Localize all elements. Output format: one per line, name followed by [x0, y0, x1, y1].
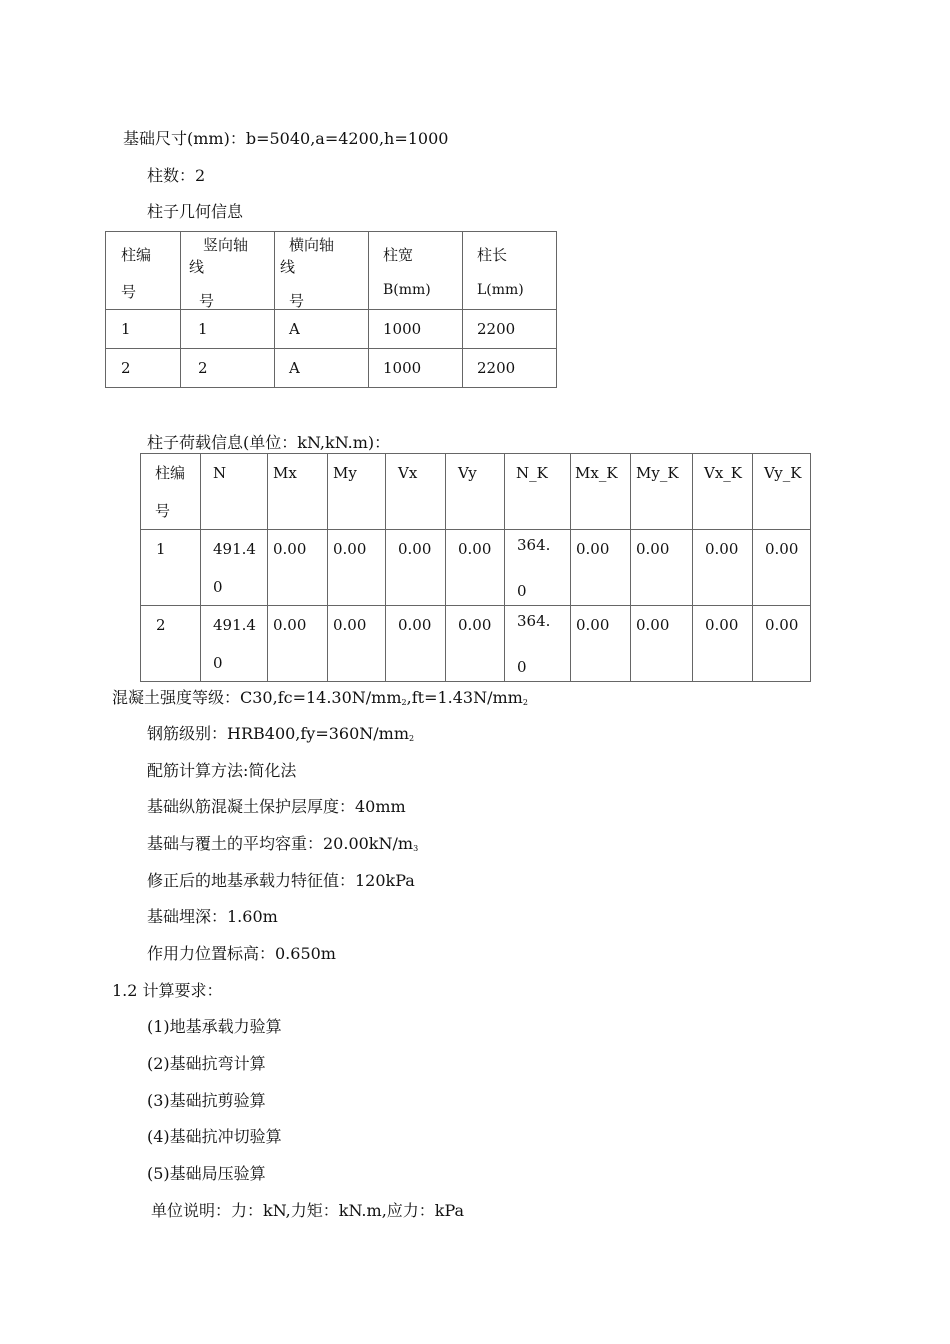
load-header-cell: My [328, 454, 386, 530]
geometry-header-cell: 柱宽 B(mm) [369, 232, 463, 310]
load-header-cell: Vy [446, 454, 505, 530]
rebar-grade: 钢筋级别：$HRB400,fy=360N/mm_2$ [147, 724, 415, 743]
table-cell: 0.00 [386, 606, 446, 682]
section-title: 1.2 计算要求： [112, 981, 223, 1000]
requirement-item: (1)地基承载力验算 [147, 1017, 282, 1036]
table-cell: 0.00 [446, 530, 505, 606]
requirement-item: (2)基础抗弯计算 [147, 1054, 266, 1073]
table-cell: 491.4 0 [201, 606, 268, 682]
concrete-grade: 混凝土强度等级：$C30,fc=14.30N/mm_2,ft=1.43N/mm_2$ [112, 688, 528, 707]
table-cell: 0.00 [571, 606, 631, 682]
table-row [141, 530, 811, 606]
table-cell: 0.00 [268, 530, 328, 606]
foundation-size: 基础尺寸(mm)：b=5040,a=4200,h=1000 [123, 129, 449, 148]
load-header-cell: Mx [268, 454, 328, 530]
load-header-cell: N [201, 454, 268, 530]
table-cell: 0.00 [753, 606, 811, 682]
column-count: 柱数：2 [147, 166, 206, 185]
table-cell: 2 [141, 606, 201, 682]
table-cell: 0.00 [693, 606, 753, 682]
load-header-cell: 柱编 号 [141, 454, 201, 530]
table-cell: 364. 0 [505, 530, 571, 606]
table-row [141, 606, 811, 682]
table-cell: 0.00 [693, 530, 753, 606]
geometry-table [105, 231, 557, 388]
geometry-title: 柱子几何信息 [147, 202, 244, 221]
load-header-cell: My_K [631, 454, 693, 530]
table-cell: 0.00 [328, 606, 386, 682]
load-table [140, 453, 811, 682]
table-cell: 0.00 [753, 530, 811, 606]
concrete-cover: 基础纵筋混凝土保护层厚度：40mm [147, 797, 406, 816]
table-cell: 0.00 [631, 606, 693, 682]
table-cell: 0.00 [571, 530, 631, 606]
load-header-cell: N_K [505, 454, 571, 530]
geometry-header-cell: 竖向轴 线 号 [181, 232, 275, 310]
requirement-item: (5)基础局压验算 [147, 1164, 266, 1183]
units-note: 单位说明：力：kN,力矩：kN.m,应力：kPa [151, 1201, 465, 1220]
bearing-capacity: 修正后的地基承载力特征值：120kPa [147, 871, 415, 890]
table-cell: 364. 0 [505, 606, 571, 682]
load-title: 柱子荷载信息(单位：kN,kN.m)： [147, 433, 391, 452]
table-cell: 0.00 [268, 606, 328, 682]
load-header-cell: Vy_K [753, 454, 811, 530]
table-cell: 0.00 [446, 606, 505, 682]
geometry-header-cell: 柱编 号 [106, 232, 181, 310]
load-header-cell: Mx_K [571, 454, 631, 530]
burial-depth: 基础埋深：1.60m [147, 907, 278, 926]
load-header-row [141, 454, 811, 530]
reinforcement-method: 配筋计算方法:简化法 [147, 761, 297, 780]
table-cell: 0.00 [328, 530, 386, 606]
table-cell: 491.4 0 [201, 530, 268, 606]
requirement-item: (4)基础抗冲切验算 [147, 1127, 282, 1146]
table-row: 1 1 A 1000 2200 [106, 310, 557, 349]
force-elevation: 作用力位置标高：0.650m [147, 944, 336, 963]
table-row: 2 2 A 1000 2200 [106, 349, 557, 388]
geometry-header-cell: 横向轴 线 号 [275, 232, 369, 310]
load-header-cell: Vx_K [693, 454, 753, 530]
table-cell: 0.00 [631, 530, 693, 606]
unit-weight: 基础与覆土的平均容重：$20.00kN/m_3$ [147, 834, 419, 853]
table-cell: 1 [141, 530, 201, 606]
geometry-header-cell: 柱长 L(mm) [463, 232, 557, 310]
requirement-item: (3)基础抗剪验算 [147, 1091, 266, 1110]
load-header-cell: Vx [386, 454, 446, 530]
geometry-header-row [106, 232, 557, 310]
table-cell: 0.00 [386, 530, 446, 606]
